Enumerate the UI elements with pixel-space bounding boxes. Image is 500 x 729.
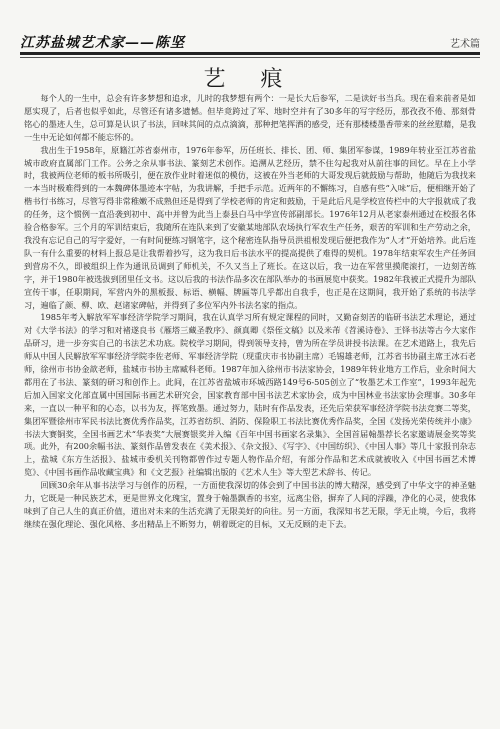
running-header [20,32,480,54]
article-title: 艺 痕 [203,67,297,92]
paragraph: 1985年考入解放军军事经济学院学习期间，我在认真学习所有规定课程的同时，又勤奋刻苦的临研书法艺术理论，通过对《大学书法》的学习和对褚遂良书《雁塔三藏圣教序》、颜真卿《祭侄文稿》以及米芾《苕溪诗卷》、王铎书法等古今大家作品研习，进一步夯实自己的书法艺术功底。院校学习期间，得到领导支持，曾为所在学员讲授书法课。在艺术道路上，我先后师从中国人民解放军军事经济学院李佐老师、军事经济学院（现重庆市书协副主席）毛锡雄老师，江苏省书协副主席王冰石老师，徐州市书协金歆老师，盐城市书协主席臧科老师。1987年加入徐州市书法家协会，1989年转业地方工作后，业余时间大都用在了书法、篆刻的研习和创作上。此间，在江苏省盐城市环城西路149号6-505创立了“牧墨艺术工作室”，1993年起先后加入国家文化部直属中国国际书画艺术研究会，国家教育部中国书法艺术家协会，成为中国林业书法家协会理事。30多年来，一直以一种平和的心态，以书为友，挥笔致墨。通过努力，陆时有作品发表，还先后荣获军事经济学院书法竞赛二等奖，集团军暨徐州市军民书法比赛优秀作品奖，江苏省纺织、消防、保险职工书法比赛优秀作品奖，全国《发扬光荣传统并小康》书法大赛铜奖，全国书画艺术“华表奖”大展赛银奖并入编《百年中国书画家名录集》、全国首届翰墨荐长名家邀请展金奖等奖项。此外，有200余幅书法、篆刻作品曾发表在《美术报》、《杂文报》、《写字》、《中国纺织》、《中国人事》等几十家报刊杂志上，盐城《东方生活报》、盐城市委机关刊物都曾作过专题人物作品介绍，有部分作品和艺术成就被收入《中国书画艺术博览》、《中国书画作品收藏宝典》和《文艺报》社编辑出版的《艺术人生》等大型艺术辞书、传记。 [24,312,476,478]
series-title: 江苏盐城艺术家——陈坚 [20,35,185,51]
paragraph: 我出生于1958年，原籍江苏省泰州市，1976年参军，历任班长、排长、团、师、集团军参谋，1989年转业至江苏省盐城市政府直属部门工作。公务之余从事书法、篆刻艺术创作。追溯从艺经历，禁不住勾起我对从前往事的回忆。早在上小学时，我被两位老师的板书所吸引，便在放作业时着迷似的模仿，这被在外当老师的大哥发现后就鼓励与帮助，他随后为我找来一本当时极难得到的一本魏碑体墨迹本字帖，为我讲解，手把手示范。近两年的不懈练习，自感有些“入味”后，便相继开始了楷书行书练习，尽管写得非常稚嫩不成熟但还是得到了学校老师的肯定和鼓励，于是此后凡是学校宣传栏中的大字报就成了我的任务，这个惯例一直沿袭到初中、高中并曾为此当上泰县白马中学宣传部副部长。1976年12月从老家泰州通过在校报名体验合格参军。三个月的军训结束后，我随所在连队来到了安徽某地部队农场执行军农生产任务，艰苦的军训和生产劳动之余，我没有忘记自己的写字爱好，一有时间便练习钢笔字，这个秘密连队指导员洪祖根发现后便把我作为“人才”开始培养。此后连队一有什么重要的材料上报总是让我帮着抄写，这为我日后书法水平的提高提供了难得的契机。1978年结束军农生产任务回到营房不久，即被组织上作为通讯员调到了师机关，不久又当上了班长。在这以后，我一边在军营里摸爬滚打，一边刻苦练字，并于1980年被选拔到团里任文书。这以后我的书法作品多次在部队举办的书画展览中获奖。1982年我被正式提升为部队宣传干事，任职期间，军营内外的黑板报、标语、横幅、牌匾等几乎都出自我手，也正是在这期间，我开始了系统的书法学习，遍临了颜、柳、欧、赵诸家碑帖，并得到了多位军内外书法名家的指点。 [24,144,476,310]
section-label: 艺术篇 [450,39,480,50]
header-rule-thin [20,57,480,58]
paragraph: 回顾30余年从事书法学习与创作的历程，一方面使我深切的体会到了中国书法的博大精深，感受到了中华文字的神圣魅力，它既是一种民族艺术，更是世界文化瑰宝，置身于翰墨飘香的书室，远离尘俗，摒弃了人间的浮躁，净化的心灵，使我体味到了自己人生的真正价值，道出对未来的生活充满了无限美好的向往。另一方面，我深知书艺无限，学无止境，今后，我将继续在强化理论、强化风格、多出精品上不断努力，朝着既定的目标，又无反顾的走下去。 [24,480,476,529]
article-body [24,92,476,531]
paragraph: 每个人的一生中，总会有许多梦想和追求，儿时的我梦想有两个：一是长大后参军，二是读好书当兵。现在看来前者是如愿实现了，后者也似乎如此，尽管还有诸多遗憾。但毕竟跨过了军、地时空并有了30多年的写字经历，那孜孜不倦、那刻骨铭心的墨迹人生，总可算是认识了书法，回味其间的点点滴滴，那种把笔挥洒的感受，还有那楼楼墨香带来的丝丝慰藉，是我一生中无论如何都不能忘怀的。 [24,93,476,142]
header-rule-thick [20,52,480,55]
